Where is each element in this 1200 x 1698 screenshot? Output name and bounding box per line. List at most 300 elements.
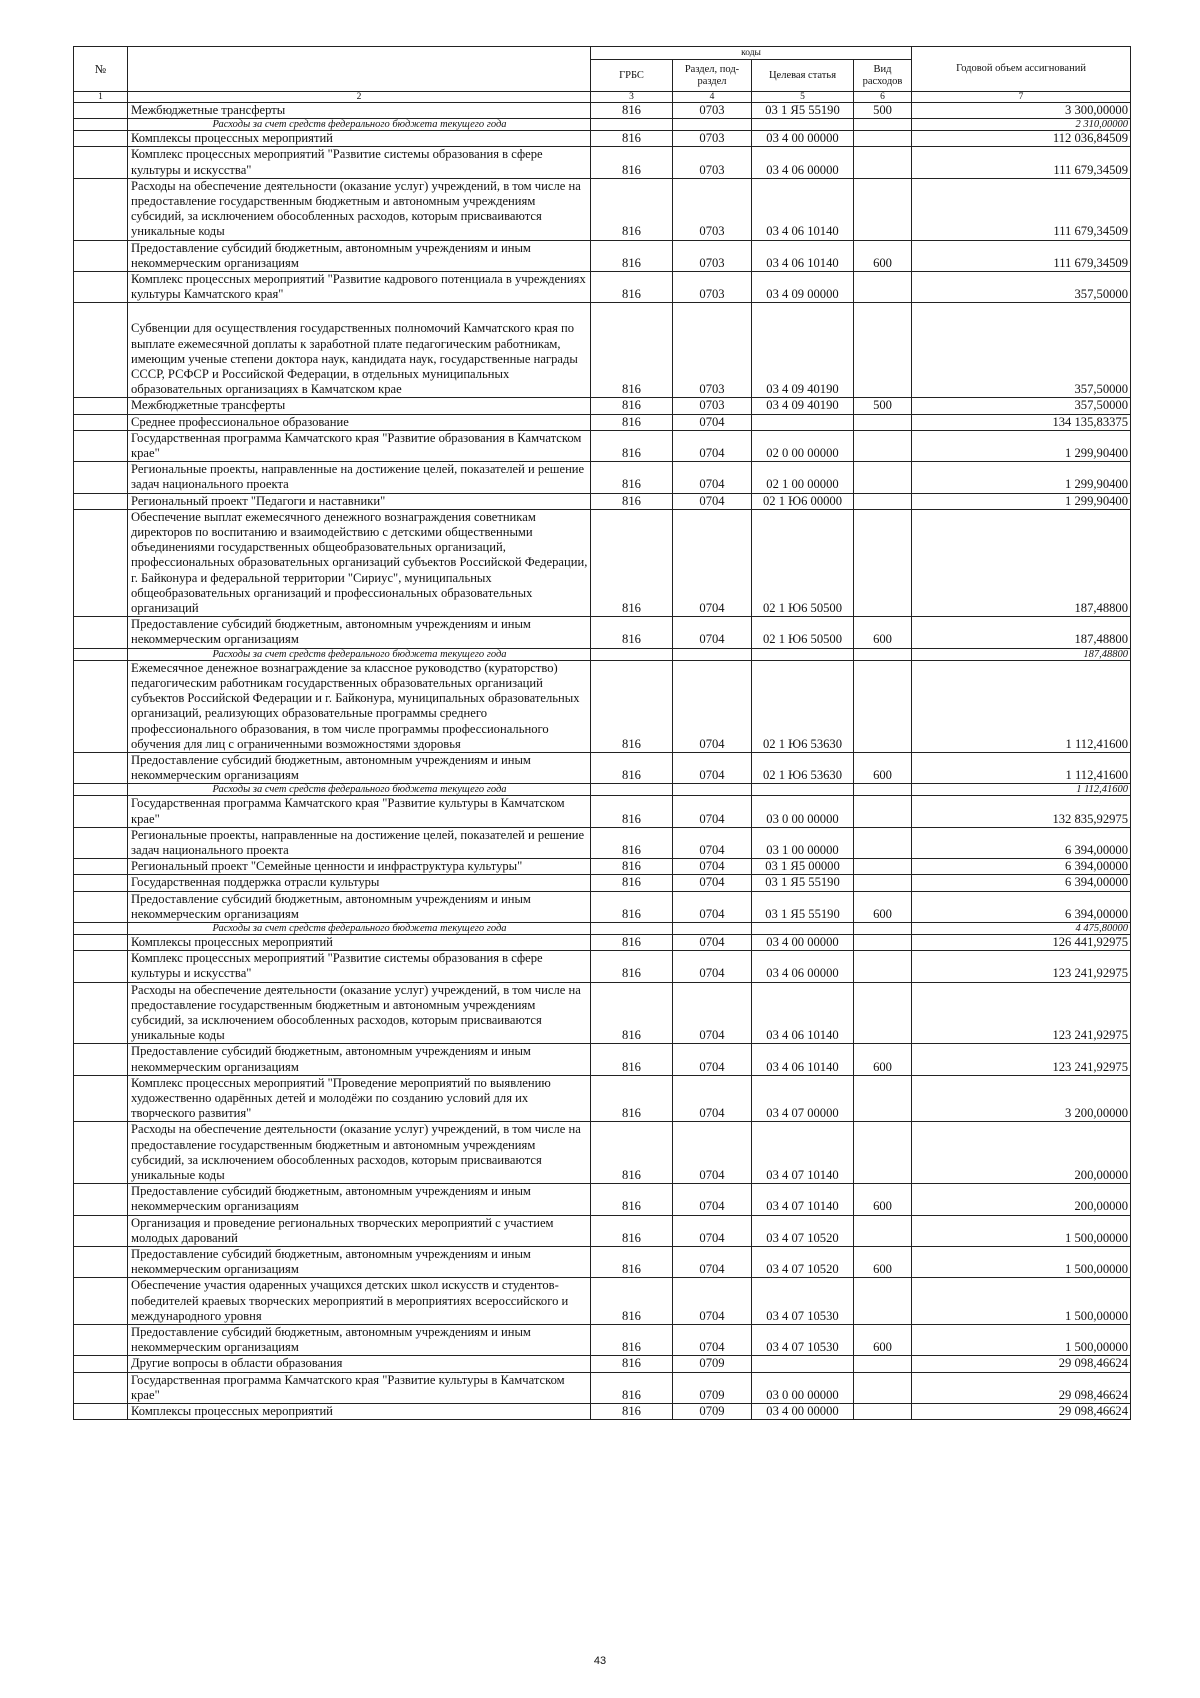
cell-section: 0709 — [673, 1356, 752, 1372]
cell-amount: 1 500,00000 — [912, 1215, 1131, 1246]
cell-name: Субвенции для осуществления государственных полномочий Камчатского края по выплате ежемесячной доплаты к заработной плате педагогическим работникам, имеющим ученые степени доктора наук, кандидата наук, государственные награды СССР, РСФСР и Российской Федерации, в отдельных муниципальных образовательных организациях в Камчатском крае — [128, 303, 591, 398]
table-row — [74, 752, 1131, 783]
cell-section: 0704 — [673, 430, 752, 461]
cell-no — [74, 131, 128, 147]
cell-amount: 6 394,00000 — [912, 875, 1131, 891]
cell-section: 0704 — [673, 1278, 752, 1325]
table-row — [74, 493, 1131, 509]
cell-no — [74, 430, 128, 461]
federal-budget-row — [74, 119, 1131, 131]
cell-name: Комплексы процессных мероприятий — [128, 1404, 591, 1420]
cell-section — [673, 784, 752, 796]
cell-amount: 126 441,92975 — [912, 934, 1131, 950]
cell-target: 03 4 09 40190 — [752, 398, 854, 414]
cell-target: 02 1 Ю6 50500 — [752, 509, 854, 616]
table-row — [74, 827, 1131, 858]
cell-grbs: 816 — [591, 934, 673, 950]
cell-amount: 4 475,80000 — [912, 922, 1131, 934]
cell-name: Предоставление субсидий бюджетным, автономным учреждениям и иным некоммерческим организациям — [128, 891, 591, 922]
cell-name: Региональные проекты, направленные на достижение целей, показателей и решение задач национального проекта — [128, 827, 591, 858]
cell-no — [74, 414, 128, 430]
cell-target: 03 1 Я5 00000 — [752, 859, 854, 875]
cell-grbs: 816 — [591, 414, 673, 430]
cell-vr: 600 — [854, 1044, 912, 1075]
cell-target: 03 4 07 10520 — [752, 1215, 854, 1246]
cell-section: 0704 — [673, 982, 752, 1044]
cell-grbs: 816 — [591, 827, 673, 858]
cell-no — [74, 1184, 128, 1215]
table-row — [74, 240, 1131, 271]
cell-name: Расходы за счет средств федерального бюджета текущего года — [128, 922, 591, 934]
cell-no — [74, 922, 128, 934]
cell-target: 03 4 07 00000 — [752, 1075, 854, 1122]
cell-no — [74, 648, 128, 660]
cell-amount: 111 679,34509 — [912, 240, 1131, 271]
cell-amount: 6 394,00000 — [912, 827, 1131, 858]
cell-target: 03 4 06 10140 — [752, 1044, 854, 1075]
cell-name: Комплекс процессных мероприятий "Развитие системы образования в сфере культуры и искусства" — [128, 951, 591, 982]
federal-budget-row — [74, 784, 1131, 796]
cell-name: Региональный проект "Семейные ценности и инфраструктура культуры" — [128, 859, 591, 875]
header-no: № — [74, 47, 128, 92]
table-row — [74, 509, 1131, 616]
cell-amount: 134 135,83375 — [912, 414, 1131, 430]
cell-grbs: 816 — [591, 147, 673, 178]
cell-target — [752, 784, 854, 796]
table-row — [74, 1325, 1131, 1356]
cell-amount: 1 112,41600 — [912, 660, 1131, 752]
cell-no — [74, 147, 128, 178]
cell-grbs — [591, 119, 673, 131]
cell-no — [74, 493, 128, 509]
cell-amount: 29 098,46624 — [912, 1356, 1131, 1372]
cell-section: 0704 — [673, 509, 752, 616]
cell-target: 03 1 Я5 55190 — [752, 875, 854, 891]
cell-no — [74, 462, 128, 493]
cell-section: 0704 — [673, 796, 752, 827]
cell-grbs: 816 — [591, 891, 673, 922]
cell-no — [74, 1215, 128, 1246]
cell-no — [74, 827, 128, 858]
cell-target: 03 4 06 10140 — [752, 178, 854, 240]
cell-vr — [854, 414, 912, 430]
cell-amount: 200,00000 — [912, 1122, 1131, 1184]
table-row — [74, 272, 1131, 303]
cell-vr: 500 — [854, 398, 912, 414]
cell-target: 02 1 Ю6 53630 — [752, 752, 854, 783]
cell-vr — [854, 1278, 912, 1325]
cell-target: 03 4 07 10530 — [752, 1325, 854, 1356]
cell-amount: 2 310,00000 — [912, 119, 1131, 131]
index-3: 3 — [591, 92, 673, 103]
index-2: 2 — [128, 92, 591, 103]
table-row — [74, 398, 1131, 414]
cell-no — [74, 875, 128, 891]
cell-section: 0704 — [673, 1075, 752, 1122]
cell-name: Комплексы процессных мероприятий — [128, 934, 591, 950]
cell-section: 0704 — [673, 1325, 752, 1356]
cell-name: Государственная программа Камчатского края "Развитие культуры в Камчатском крае" — [128, 796, 591, 827]
cell-grbs: 816 — [591, 178, 673, 240]
cell-amount: 3 300,00000 — [912, 103, 1131, 119]
cell-no — [74, 796, 128, 827]
cell-vr — [854, 648, 912, 660]
cell-name: Предоставление субсидий бюджетным, автономным учреждениям и иным некоммерческим организациям — [128, 1044, 591, 1075]
cell-name: Предоставление субсидий бюджетным, автономным учреждениям и иным некоммерческим организациям — [128, 1247, 591, 1278]
cell-amount: 6 394,00000 — [912, 859, 1131, 875]
cell-no — [74, 982, 128, 1044]
table-row — [74, 875, 1131, 891]
cell-section: 0703 — [673, 398, 752, 414]
cell-section: 0704 — [673, 462, 752, 493]
cell-amount: 357,50000 — [912, 272, 1131, 303]
cell-target: 03 4 07 10520 — [752, 1247, 854, 1278]
cell-amount: 1 500,00000 — [912, 1247, 1131, 1278]
cell-no — [74, 1122, 128, 1184]
cell-grbs: 816 — [591, 398, 673, 414]
table-row — [74, 982, 1131, 1044]
index-7: 7 — [912, 92, 1131, 103]
cell-section: 0704 — [673, 752, 752, 783]
cell-name: Государственная программа Камчатского края "Развитие культуры в Камчатском крае" — [128, 1372, 591, 1403]
cell-no — [74, 398, 128, 414]
table-row — [74, 1404, 1131, 1420]
cell-name: Комплексы процессных мероприятий — [128, 131, 591, 147]
cell-name: Расходы за счет средств федерального бюджета текущего года — [128, 119, 591, 131]
cell-section: 0703 — [673, 147, 752, 178]
header-target: Целевая статья — [752, 60, 854, 92]
cell-no — [74, 1325, 128, 1356]
table-row — [74, 147, 1131, 178]
cell-target: 03 4 07 10140 — [752, 1184, 854, 1215]
cell-no — [74, 1404, 128, 1420]
cell-no — [74, 240, 128, 271]
cell-amount: 187,48800 — [912, 617, 1131, 648]
cell-target: 03 4 00 00000 — [752, 934, 854, 950]
cell-name: Ежемесячное денежное вознаграждение за классное руководство (кураторство) педагогическим работникам государственных образовательных организаций субъектов Российской Федерации и г. Байконура, муниципальных образовательных организаций, реализующих образовательные программы среднего профессионального образования, в том числе программы профессионального обучения для лиц с ограниченными возможностями здоровья — [128, 660, 591, 752]
cell-amount: 357,50000 — [912, 398, 1131, 414]
cell-name: Комплекс процессных мероприятий "Развитие системы образования в сфере культуры и искусства" — [128, 147, 591, 178]
cell-vr — [854, 660, 912, 752]
cell-name: Межбюджетные трансферты — [128, 398, 591, 414]
cell-vr — [854, 796, 912, 827]
cell-target: 03 4 07 10530 — [752, 1278, 854, 1325]
cell-vr — [854, 934, 912, 950]
cell-name: Комплекс процессных мероприятий "Проведение мероприятий по выявлению художественно одарённых детей и молодёжи по созданию условий для их творческого развития" — [128, 1075, 591, 1122]
table-row — [74, 1075, 1131, 1122]
cell-section — [673, 922, 752, 934]
cell-no — [74, 1356, 128, 1372]
table-row — [74, 934, 1131, 950]
cell-vr: 600 — [854, 1247, 912, 1278]
cell-no — [74, 934, 128, 950]
cell-name: Государственная программа Камчатского края "Развитие образования в Камчатском крае" — [128, 430, 591, 461]
cell-grbs: 816 — [591, 131, 673, 147]
cell-section: 0709 — [673, 1372, 752, 1403]
cell-section: 0704 — [673, 617, 752, 648]
cell-target: 03 4 06 00000 — [752, 147, 854, 178]
cell-target: 02 1 Ю6 53630 — [752, 660, 854, 752]
table-row — [74, 178, 1131, 240]
cell-name: Среднее профессиональное образование — [128, 414, 591, 430]
cell-section: 0704 — [673, 951, 752, 982]
cell-vr — [854, 1075, 912, 1122]
cell-vr — [854, 272, 912, 303]
cell-section — [673, 648, 752, 660]
cell-vr — [854, 982, 912, 1044]
cell-grbs: 816 — [591, 752, 673, 783]
table-row — [74, 1372, 1131, 1403]
cell-grbs: 816 — [591, 1372, 673, 1403]
index-5: 5 — [752, 92, 854, 103]
cell-name: Расходы на обеспечение деятельности (оказание услуг) учреждений, в том числе на предоставление государственным бюджетным и автономным учреждениям субсидий, за исключением обособленных расходов, которым присваиваются уникальные коды — [128, 178, 591, 240]
cell-name: Предоставление субсидий бюджетным, автономным учреждениям и иным некоммерческим организациям — [128, 240, 591, 271]
cell-grbs: 816 — [591, 796, 673, 827]
cell-vr — [854, 1372, 912, 1403]
cell-target: 02 1 Ю6 00000 — [752, 493, 854, 509]
cell-section — [673, 119, 752, 131]
cell-amount: 1 299,90400 — [912, 493, 1131, 509]
cell-vr — [854, 784, 912, 796]
table-row — [74, 1247, 1131, 1278]
cell-target: 02 0 00 00000 — [752, 430, 854, 461]
cell-amount: 187,48800 — [912, 648, 1131, 660]
cell-grbs: 816 — [591, 1122, 673, 1184]
cell-grbs: 816 — [591, 1044, 673, 1075]
cell-target: 03 4 09 40190 — [752, 303, 854, 398]
cell-section: 0704 — [673, 891, 752, 922]
cell-target: 03 4 00 00000 — [752, 1404, 854, 1420]
cell-section: 0703 — [673, 240, 752, 271]
cell-grbs: 816 — [591, 1075, 673, 1122]
cell-grbs: 816 — [591, 240, 673, 271]
cell-grbs: 816 — [591, 103, 673, 119]
cell-vr — [854, 178, 912, 240]
cell-name: Предоставление субсидий бюджетным, автономным учреждениям и иным некоммерческим организациям — [128, 617, 591, 648]
cell-vr — [854, 119, 912, 131]
cell-target: 03 4 09 00000 — [752, 272, 854, 303]
cell-grbs: 816 — [591, 1247, 673, 1278]
cell-target: 03 4 00 00000 — [752, 131, 854, 147]
cell-vr — [854, 303, 912, 398]
cell-no — [74, 951, 128, 982]
cell-no — [74, 891, 128, 922]
table-row — [74, 891, 1131, 922]
cell-target — [752, 648, 854, 660]
table-row — [74, 1356, 1131, 1372]
cell-section: 0704 — [673, 1122, 752, 1184]
table-body — [74, 103, 1131, 1420]
header-amount: Годовой объем ассигнований — [912, 47, 1131, 92]
cell-name: Обеспечение выплат ежемесячного денежного вознаграждения советникам директоров по воспитанию и взаимодействию с детскими общественными объединениями государственных общеобразовательных организаций, профессиональных образовательных организаций субъектов Российской Федерации, г. Байконура и федеральной территории "Сириус", муниципальных общеобразовательных организаций и профессиональных образовательных организаций — [128, 509, 591, 616]
cell-no — [74, 303, 128, 398]
cell-amount: 1 112,41600 — [912, 752, 1131, 783]
cell-grbs: 816 — [591, 493, 673, 509]
cell-amount: 200,00000 — [912, 1184, 1131, 1215]
cell-amount: 1 299,90400 — [912, 462, 1131, 493]
table-row — [74, 859, 1131, 875]
table-row — [74, 131, 1131, 147]
cell-vr — [854, 922, 912, 934]
cell-no — [74, 1278, 128, 1325]
cell-grbs: 816 — [591, 859, 673, 875]
cell-grbs: 816 — [591, 1278, 673, 1325]
header-expense-type: Вид расходов — [854, 60, 912, 92]
cell-amount: 123 241,92975 — [912, 982, 1131, 1044]
cell-grbs: 816 — [591, 303, 673, 398]
cell-no — [74, 178, 128, 240]
cell-vr — [854, 509, 912, 616]
table-row — [74, 1044, 1131, 1075]
index-6: 6 — [854, 92, 912, 103]
cell-amount: 3 200,00000 — [912, 1075, 1131, 1122]
table-row — [74, 660, 1131, 752]
cell-grbs — [591, 784, 673, 796]
cell-section: 0703 — [673, 303, 752, 398]
cell-section: 0703 — [673, 272, 752, 303]
table-row — [74, 103, 1131, 119]
cell-amount: 187,48800 — [912, 509, 1131, 616]
cell-no — [74, 509, 128, 616]
cell-section: 0703 — [673, 178, 752, 240]
cell-name: Государственная поддержка отрасли культуры — [128, 875, 591, 891]
cell-grbs: 816 — [591, 1325, 673, 1356]
cell-amount: 123 241,92975 — [912, 951, 1131, 982]
cell-name: Предоставление субсидий бюджетным, автономным учреждениям и иным некоммерческим организациям — [128, 752, 591, 783]
cell-section: 0704 — [673, 827, 752, 858]
cell-amount: 29 098,46624 — [912, 1404, 1131, 1420]
cell-no — [74, 1044, 128, 1075]
table-row — [74, 1215, 1131, 1246]
cell-section: 0704 — [673, 1215, 752, 1246]
cell-target: 02 1 Ю6 50500 — [752, 617, 854, 648]
header-index-row — [74, 92, 1131, 103]
cell-vr — [854, 1356, 912, 1372]
cell-amount: 1 112,41600 — [912, 784, 1131, 796]
table-row — [74, 1278, 1131, 1325]
cell-target: 03 4 06 10140 — [752, 982, 854, 1044]
cell-name: Обеспечение участия одаренных учащихся детских школ искусств и студентов-победителей краевых творческих мероприятий в мероприятиях всероссийского и международного уровня — [128, 1278, 591, 1325]
cell-section: 0704 — [673, 414, 752, 430]
cell-no — [74, 752, 128, 783]
cell-amount: 1 500,00000 — [912, 1325, 1131, 1356]
table-row — [74, 796, 1131, 827]
cell-section: 0704 — [673, 1044, 752, 1075]
cell-target: 03 0 00 00000 — [752, 796, 854, 827]
cell-name: Другие вопросы в области образования — [128, 1356, 591, 1372]
cell-name: Региональные проекты, направленные на достижение целей, показателей и решение задач национального проекта — [128, 462, 591, 493]
cell-grbs — [591, 922, 673, 934]
cell-vr: 600 — [854, 752, 912, 783]
header-grbs: ГРБС — [591, 60, 673, 92]
budget-table — [73, 46, 1131, 1420]
cell-vr — [854, 1215, 912, 1246]
cell-no — [74, 1075, 128, 1122]
cell-amount: 357,50000 — [912, 303, 1131, 398]
cell-no — [74, 1247, 128, 1278]
cell-vr — [854, 827, 912, 858]
cell-name: Расходы на обеспечение деятельности (оказание услуг) учреждений, в том числе на предоставление государственным бюджетным и автономным учреждениям субсидий, за исключением обособленных расходов, которым присваиваются уникальные коды — [128, 1122, 591, 1184]
cell-no — [74, 119, 128, 131]
cell-no — [74, 1372, 128, 1403]
cell-target — [752, 1356, 854, 1372]
cell-section: 0704 — [673, 493, 752, 509]
index-4: 4 — [673, 92, 752, 103]
cell-target — [752, 119, 854, 131]
table-row — [74, 430, 1131, 461]
index-1: 1 — [74, 92, 128, 103]
cell-no — [74, 859, 128, 875]
table-row — [74, 617, 1131, 648]
cell-target — [752, 414, 854, 430]
cell-section: 0704 — [673, 660, 752, 752]
cell-section: 0704 — [673, 1184, 752, 1215]
cell-grbs: 816 — [591, 272, 673, 303]
cell-amount: 132 835,92975 — [912, 796, 1131, 827]
cell-target: 03 1 00 00000 — [752, 827, 854, 858]
cell-amount: 123 241,92975 — [912, 1044, 1131, 1075]
cell-amount: 112 036,84509 — [912, 131, 1131, 147]
cell-vr: 600 — [854, 1325, 912, 1356]
federal-budget-row — [74, 922, 1131, 934]
cell-amount: 29 098,46624 — [912, 1372, 1131, 1403]
cell-no — [74, 272, 128, 303]
cell-grbs: 816 — [591, 875, 673, 891]
cell-name: Предоставление субсидий бюджетным, автономным учреждениям и иным некоммерческим организациям — [128, 1325, 591, 1356]
table-row — [74, 1122, 1131, 1184]
cell-target — [752, 922, 854, 934]
cell-vr: 600 — [854, 617, 912, 648]
cell-vr: 600 — [854, 240, 912, 271]
cell-grbs: 816 — [591, 617, 673, 648]
cell-grbs: 816 — [591, 1404, 673, 1420]
cell-section: 0704 — [673, 934, 752, 950]
header-name — [128, 47, 591, 92]
cell-grbs: 816 — [591, 1184, 673, 1215]
cell-target: 03 1 Я5 55190 — [752, 103, 854, 119]
cell-no — [74, 660, 128, 752]
cell-amount: 1 299,90400 — [912, 430, 1131, 461]
cell-vr — [854, 131, 912, 147]
cell-vr: 500 — [854, 103, 912, 119]
cell-no — [74, 784, 128, 796]
cell-vr — [854, 1404, 912, 1420]
cell-vr — [854, 430, 912, 461]
cell-section: 0703 — [673, 131, 752, 147]
cell-no — [74, 103, 128, 119]
cell-name: Организация и проведение региональных творческих мероприятий с участием молодых дарований — [128, 1215, 591, 1246]
cell-name: Расходы на обеспечение деятельности (оказание услуг) учреждений, в том числе на предоставление государственным бюджетным и автономным учреждениям субсидий, за исключением обособленных расходов, которым присваиваются уникальные коды — [128, 982, 591, 1044]
cell-grbs: 816 — [591, 982, 673, 1044]
table-row — [74, 303, 1131, 398]
cell-amount: 111 679,34509 — [912, 178, 1131, 240]
table-row — [74, 462, 1131, 493]
table-row — [74, 1184, 1131, 1215]
cell-section: 0704 — [673, 875, 752, 891]
cell-section: 0703 — [673, 103, 752, 119]
cell-vr: 600 — [854, 1184, 912, 1215]
cell-no — [74, 617, 128, 648]
cell-vr — [854, 1122, 912, 1184]
cell-name: Расходы за счет средств федерального бюджета текущего года — [128, 648, 591, 660]
cell-vr — [854, 951, 912, 982]
cell-target: 03 4 06 00000 — [752, 951, 854, 982]
cell-vr — [854, 859, 912, 875]
cell-section: 0704 — [673, 859, 752, 875]
cell-name: Расходы за счет средств федерального бюджета текущего года — [128, 784, 591, 796]
header-section: Раздел, под-раздел — [673, 60, 752, 92]
cell-grbs: 816 — [591, 660, 673, 752]
